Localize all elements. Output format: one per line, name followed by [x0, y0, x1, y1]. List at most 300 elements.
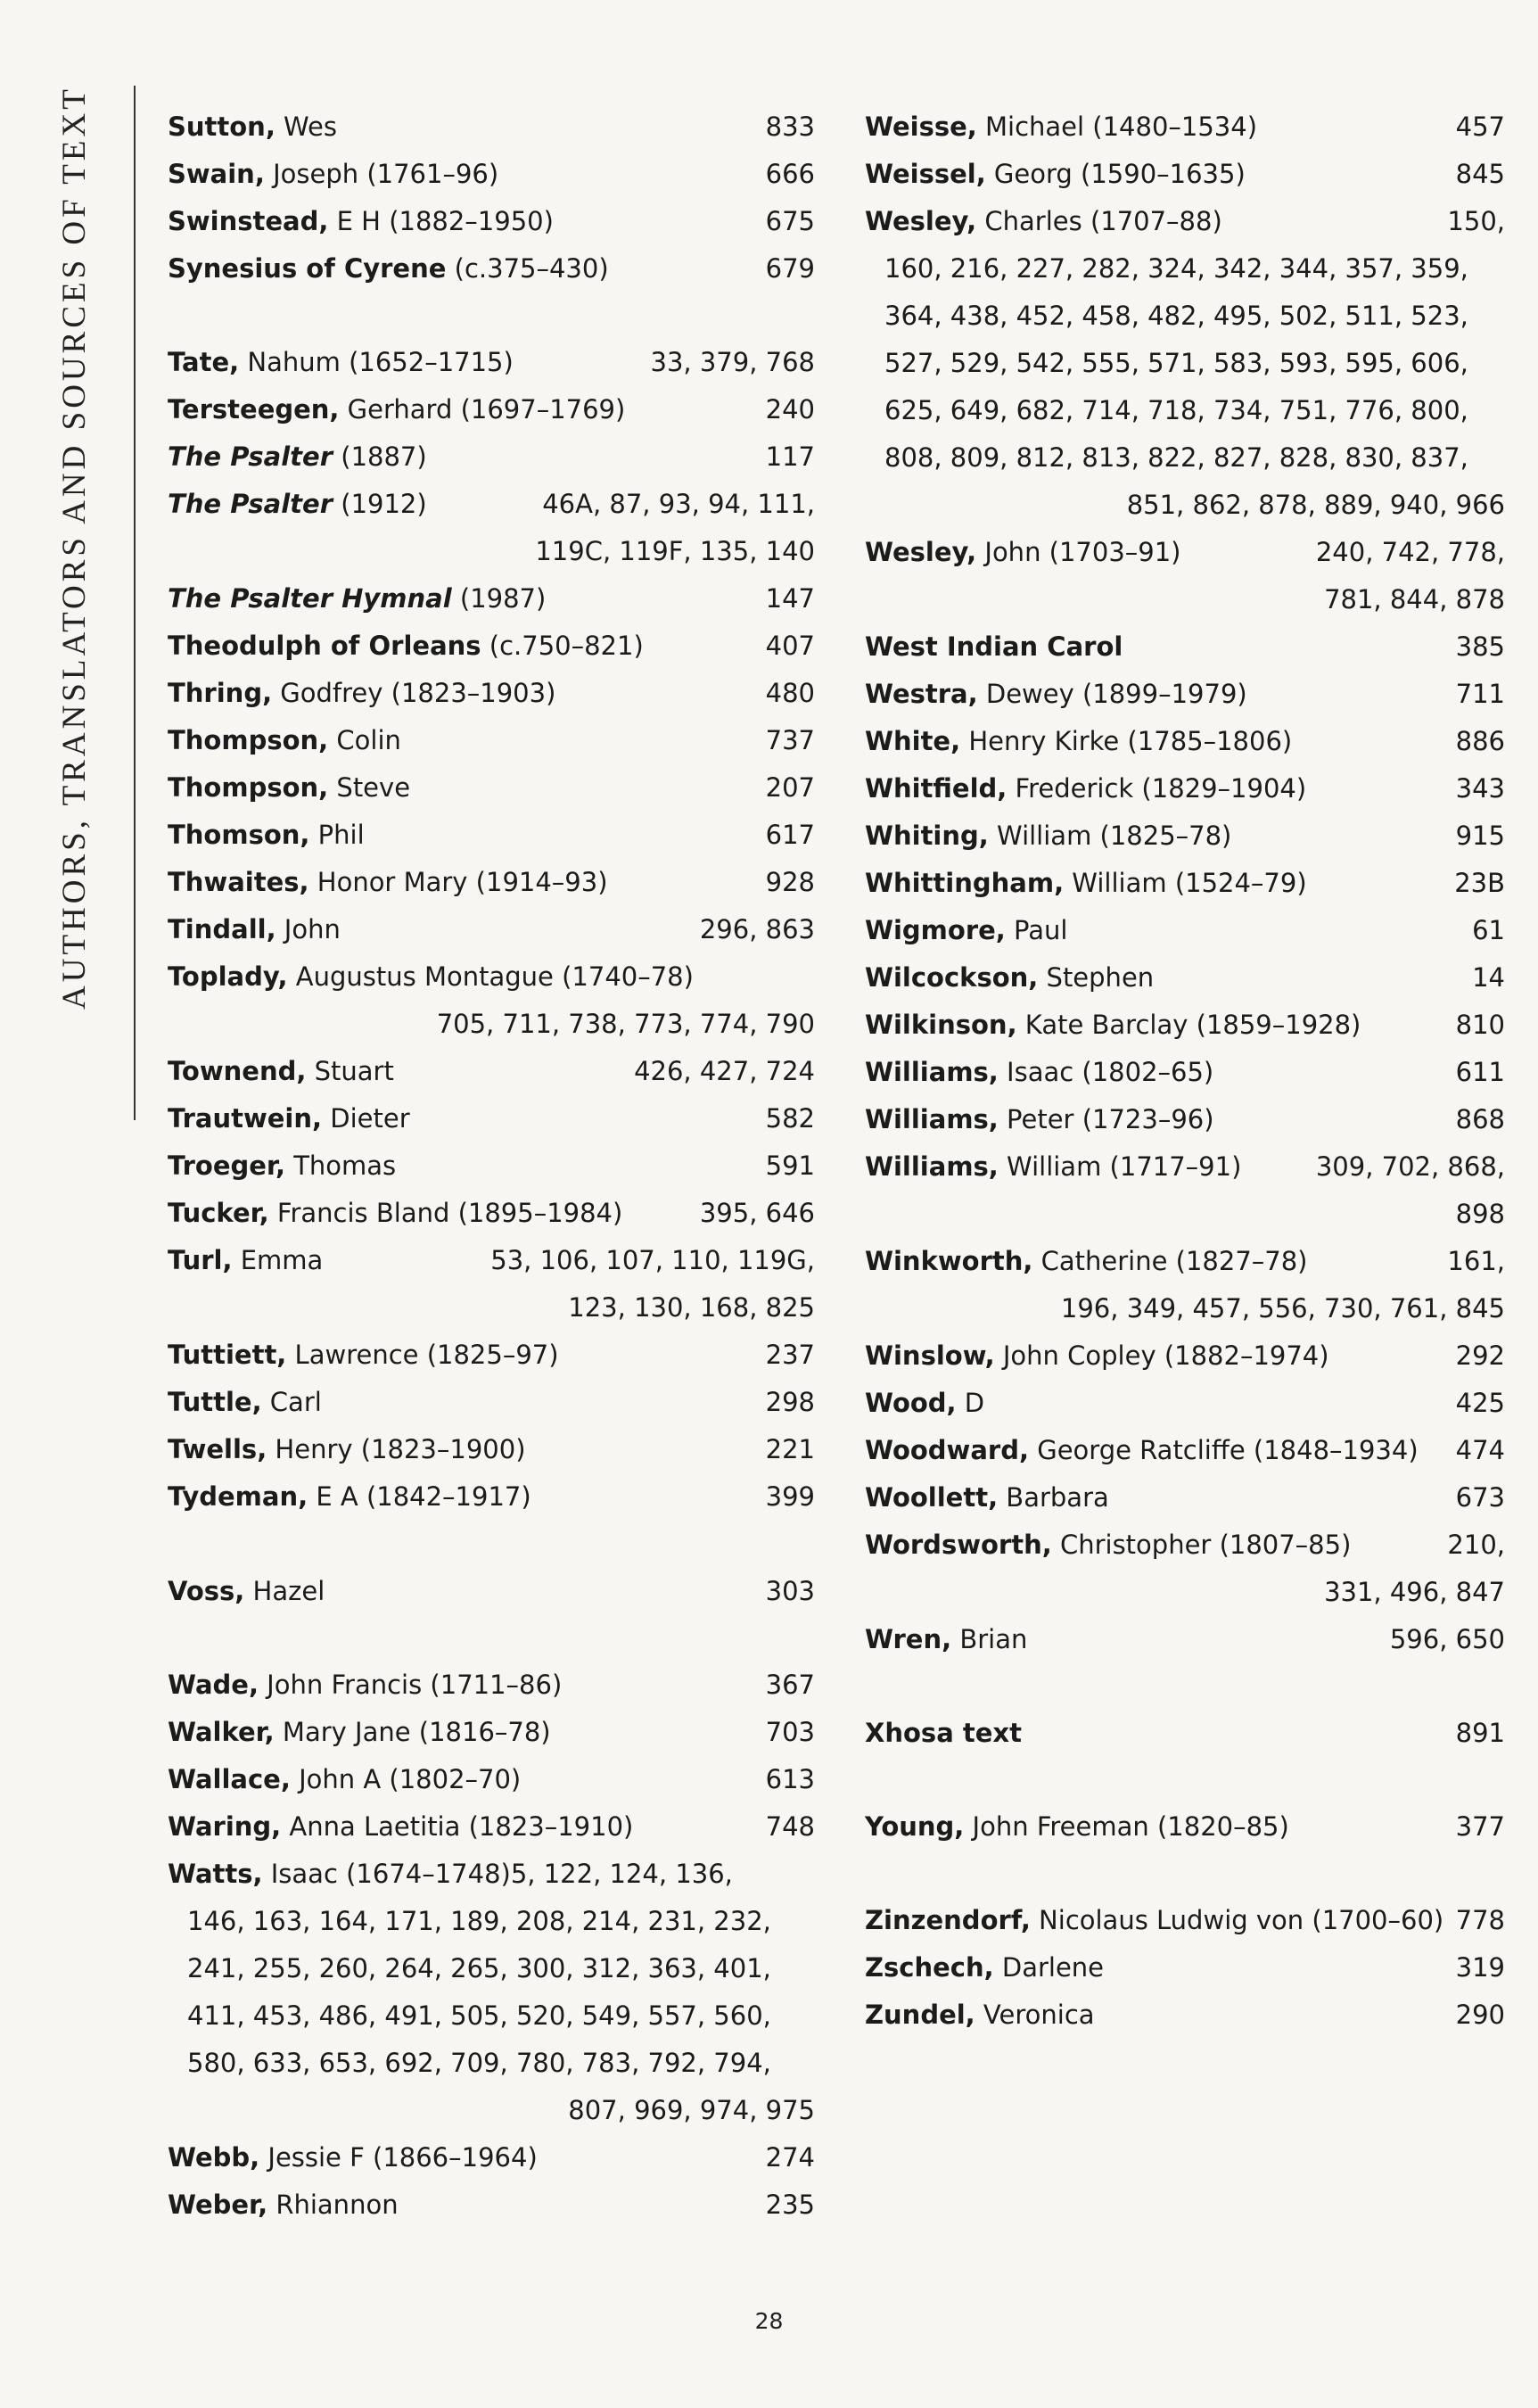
entry-author-name: Townend, — [168, 1056, 307, 1086]
entry-author-name: Wordsworth, — [865, 1530, 1052, 1560]
index-entry — [865, 529, 1505, 623]
index-entry — [168, 670, 815, 717]
entry-details: John Copley (1882–1974) — [994, 1340, 1329, 1371]
entry-author-name: Weisse, — [865, 111, 977, 142]
index-entry — [168, 1568, 815, 1615]
entry-author-name: Waring, — [168, 1811, 282, 1842]
index-entry — [168, 2134, 815, 2181]
entry-page-refs: 737 — [765, 725, 815, 755]
entry-page-refs-continued: 119C, 119F, 135, 140 — [535, 536, 815, 566]
entry-details: Dieter — [322, 1103, 410, 1134]
entry-details: Gerhard (1697–1769) — [339, 394, 626, 425]
entry-page-refs-continued: 807, 969, 974, 975 — [568, 2095, 815, 2125]
entry-heading — [865, 103, 1505, 151]
entry-author-name: Tydeman, — [168, 1481, 308, 1512]
entry-heading — [168, 575, 815, 623]
entry-author-name: The Psalter — [168, 441, 333, 472]
entry-details: Jessie F (1866–1964) — [259, 2142, 538, 2173]
index-entry — [865, 1803, 1505, 1851]
entry-spacer — [865, 1757, 1505, 1803]
entry-page-refs: 303 — [765, 1576, 815, 1606]
index-entry — [168, 1379, 815, 1426]
entry-heading — [168, 151, 815, 198]
entry-details: Nicolaus Ludwig von (1700–60) — [1030, 1905, 1444, 1935]
entry-page-refs: 207 — [765, 772, 815, 803]
index-entry — [865, 1049, 1505, 1096]
index-entry — [168, 103, 815, 151]
entry-details: Steve — [328, 772, 411, 803]
entry-page-refs: 23B — [1454, 868, 1505, 898]
entry-page-refs: 161, — [1447, 1246, 1505, 1276]
entry-heading — [168, 1379, 815, 1426]
entry-page-refs: 46A, 87, 93, 94, 111, — [542, 489, 815, 519]
entry-author-name: White, — [865, 726, 961, 756]
entry-details: Colin — [328, 725, 401, 755]
entry-details: Charles (1707–88) — [976, 206, 1222, 236]
entry-page-refs: 33, 379, 768 — [650, 347, 815, 377]
entry-page-refs-continued: 160, 216, 227, 282, 324, 342, 344, 357, 359, 364, 438, 452, 458, 482, 495, 502, 511, 523, 527, 529, 542, 555, 571, 583, 593, 595, 606, 625, 649, 682, 714, 718, 734, 751, 776, 800, 808, 809, 812, 813, 822, 827, 828, 830, 837, — [884, 253, 1468, 473]
index-entry — [168, 1473, 815, 1521]
entry-page-refs-continued: 196, 349, 457, 556, 730, 761, 845 — [1060, 1293, 1505, 1324]
entry-heading — [865, 623, 1505, 671]
entry-heading — [168, 953, 815, 1001]
entry-details: E H (1882–1950) — [328, 206, 554, 236]
entry-details: Georg (1590–1635) — [985, 159, 1246, 189]
index-column-right — [865, 103, 1505, 2039]
entry-page-refs: 296, 863 — [699, 914, 815, 944]
entry-author-name: Williams, — [865, 1151, 999, 1182]
entry-page-refs: 928 — [765, 867, 815, 897]
entry-author-name: Twells, — [168, 1434, 267, 1464]
entry-page-refs: 778 — [1455, 1905, 1505, 1935]
entry-spacer — [168, 1615, 815, 1662]
entry-author-name: The Psalter — [168, 489, 333, 519]
index-entry — [865, 1474, 1505, 1521]
entry-heading — [168, 1756, 815, 1803]
entry-author-name: Williams, — [865, 1104, 999, 1134]
index-column-left — [168, 103, 815, 2229]
index-entry — [168, 1709, 815, 1756]
entry-details: Stephen — [1038, 962, 1155, 993]
entry-heading — [865, 1332, 1505, 1380]
entry-heading — [168, 623, 815, 670]
section-divider — [134, 86, 136, 1120]
entry-heading — [168, 198, 815, 245]
entry-author-name: Walker, — [168, 1717, 275, 1747]
index-entry — [865, 1521, 1505, 1616]
entry-page-refs: 319 — [1455, 1952, 1505, 1983]
entry-heading — [865, 1992, 1505, 2039]
entry-page-refs: 385 — [1455, 631, 1505, 662]
index-entry — [865, 1427, 1505, 1474]
section-title: AUTHORS, TRANSLATORS AND SOURCES OF TEXT — [56, 86, 93, 1010]
entry-details: (1987) — [451, 583, 547, 614]
entry-page-refs: 395, 646 — [699, 1198, 815, 1228]
entry-page-refs: 426, 427, 724 — [634, 1056, 815, 1086]
entry-heading — [865, 1474, 1505, 1521]
entry-details: Lawrence (1825–97) — [286, 1340, 559, 1370]
entry-details: Hazel — [244, 1576, 325, 1606]
entry-author-name: Wade, — [168, 1670, 259, 1700]
entry-author-name: Webb, — [168, 2142, 260, 2173]
entry-page-refs: 457 — [1455, 111, 1505, 142]
entry-page-refs: 53, 106, 107, 110, 119G, — [490, 1245, 815, 1275]
entry-page-refs: 221 — [765, 1434, 815, 1464]
entry-page-refs: 833 — [765, 111, 815, 142]
entry-page-refs: 309, 702, 868, — [1315, 1151, 1505, 1182]
index-entry — [865, 1616, 1505, 1663]
entry-heading — [865, 954, 1505, 1002]
entry-heading — [865, 1427, 1505, 1474]
entry-heading — [168, 1709, 815, 1756]
entry-heading — [168, 1473, 815, 1521]
entry-author-name: Whittingham, — [865, 868, 1065, 898]
entry-page-refs: 675 — [765, 206, 815, 236]
entry-details: Dewey (1899–1979) — [977, 679, 1247, 709]
index-entry — [168, 859, 815, 906]
entry-page-refs-continued: 331, 496, 847 — [1324, 1577, 1505, 1607]
index-entry — [865, 1238, 1505, 1332]
entry-details: Barbara — [998, 1482, 1109, 1513]
entry-details: Anna Laetitia (1823–1910) — [281, 1811, 634, 1842]
entry-page-refs: 117 — [765, 441, 815, 472]
entry-page-refs: 703 — [765, 1717, 815, 1747]
entry-heading — [865, 1710, 1505, 1757]
index-entry — [865, 151, 1505, 198]
index-entry — [865, 623, 1505, 671]
entry-heading — [168, 859, 815, 906]
entry-page-refs: 298 — [765, 1387, 815, 1417]
index-entry — [865, 1096, 1505, 1143]
entry-author-name: Tuttle, — [168, 1387, 262, 1417]
entry-heading — [168, 1426, 815, 1473]
entry-page-refs: 237 — [765, 1340, 815, 1370]
index-entry — [865, 765, 1505, 812]
entry-page-refs: 845 — [1455, 159, 1505, 189]
index-entry — [168, 1851, 815, 2134]
entry-heading — [865, 765, 1505, 812]
entry-details: Kate Barclay (1859–1928) — [1016, 1010, 1361, 1040]
entry-details: William (1825–78) — [988, 821, 1232, 851]
entry-heading — [168, 1095, 815, 1142]
entry-heading — [168, 1142, 815, 1190]
entry-author-name: Thring, — [168, 678, 273, 708]
entry-details: John (1703–91) — [976, 537, 1181, 567]
entry-author-name: Wilkinson, — [865, 1010, 1017, 1040]
index-entry — [168, 1237, 815, 1332]
entry-page-refs: 61 — [1472, 915, 1505, 945]
entry-page-refs-continued: 851, 862, 878, 889, 940, 966 — [1126, 490, 1505, 520]
entry-spacer — [168, 1521, 815, 1568]
entry-author-name: Zschech, — [865, 1952, 994, 1983]
entry-page-refs: 425 — [1455, 1388, 1505, 1418]
entry-author-name: Theodulph of Orleans — [168, 631, 481, 661]
entry-heading — [865, 1803, 1505, 1851]
entry-page-refs: 611 — [1455, 1057, 1505, 1087]
index-entry — [168, 1803, 815, 1851]
entry-page-refs: 617 — [765, 820, 815, 850]
entry-details: Henry (1823–1900) — [267, 1434, 526, 1464]
entry-author-name: Weissel, — [865, 159, 986, 189]
index-entry — [865, 1944, 1505, 1992]
index-entry — [865, 718, 1505, 765]
entry-author-name: Sutton, — [168, 111, 276, 142]
entry-page-refs: 613 — [765, 1764, 815, 1794]
index-entry — [168, 1756, 815, 1803]
entry-heading — [168, 1568, 815, 1615]
entry-heading — [168, 1332, 815, 1379]
entry-author-name: Tuttiett, — [168, 1340, 287, 1370]
entry-details: Thomas — [284, 1150, 397, 1181]
entry-details: William (1524–79) — [1064, 868, 1307, 898]
entry-heading — [865, 151, 1505, 198]
index-entry — [168, 481, 815, 575]
entry-details: D — [956, 1388, 985, 1418]
entry-author-name: Wesley, — [865, 206, 977, 236]
entry-page-refs: 377 — [1455, 1811, 1505, 1842]
entry-heading — [168, 103, 815, 151]
entry-details: Francis Bland (1895–1984) — [268, 1198, 623, 1228]
entry-page-refs: 748 — [765, 1811, 815, 1842]
entry-heading — [168, 670, 815, 717]
entry-details: (c.375–430) — [446, 253, 609, 284]
index-entry — [168, 1662, 815, 1709]
entry-page-refs: 150, — [1447, 206, 1505, 236]
index-entry — [168, 245, 815, 293]
entry-heading — [168, 2181, 815, 2229]
index-entry — [865, 954, 1505, 1002]
entry-details: E A (1842–1917) — [308, 1481, 531, 1512]
entry-heading — [865, 860, 1505, 907]
entry-heading — [168, 812, 815, 859]
entry-author-name: Xhosa text — [865, 1718, 1022, 1748]
entry-details: John — [276, 914, 341, 944]
entry-author-name: Zundel, — [865, 2000, 975, 2030]
entry-details: Phil — [309, 820, 365, 850]
entry-author-name: Thompson, — [168, 725, 329, 755]
entry-heading — [168, 433, 815, 481]
entry-heading — [865, 1380, 1505, 1427]
entry-heading — [168, 2134, 815, 2181]
entry-page-refs: 343 — [1455, 773, 1505, 804]
entry-heading — [865, 718, 1505, 765]
entry-page-refs: 407 — [765, 631, 815, 661]
entry-heading — [168, 1851, 815, 1898]
entry-author-name: Tate, — [168, 347, 240, 377]
index-entry — [865, 812, 1505, 860]
entry-page-refs: 480 — [765, 678, 815, 708]
entry-heading — [168, 386, 815, 433]
entry-details: Wes — [275, 111, 337, 142]
entry-author-name: Williams, — [865, 1057, 999, 1087]
entry-author-name: Woodward, — [865, 1435, 1029, 1465]
index-entry — [168, 717, 815, 764]
entry-author-name: Watts, — [168, 1859, 263, 1889]
entry-page-refs: 591 — [765, 1150, 815, 1181]
entry-heading — [168, 1803, 815, 1851]
entry-details: George Ratcliffe (1848–1934) — [1029, 1435, 1419, 1465]
entry-page-refs: 235 — [765, 2189, 815, 2220]
entry-page-refs: 582 — [765, 1103, 815, 1134]
entry-heading — [865, 671, 1505, 718]
entry-heading — [865, 1521, 1505, 1569]
entry-details: Catherine (1827–78) — [1032, 1246, 1308, 1276]
entry-page-refs: 210, — [1447, 1530, 1505, 1560]
index-entry — [168, 198, 815, 245]
entry-page-refs: 886 — [1455, 726, 1505, 756]
entry-page-refs: 673 — [1455, 1482, 1505, 1513]
entry-page-refs: 147 — [765, 583, 815, 614]
entry-author-name: Wesley, — [865, 537, 977, 567]
entry-details: Michael (1480–1534) — [976, 111, 1258, 142]
entry-heading — [865, 812, 1505, 860]
index-entry — [168, 575, 815, 623]
index-entry — [865, 671, 1505, 718]
entry-details: Emma — [232, 1245, 324, 1275]
entry-author-name: Thomson, — [168, 820, 310, 850]
index-entry — [865, 1332, 1505, 1380]
index-entry — [168, 906, 815, 953]
entry-author-name: Troeger, — [168, 1150, 285, 1181]
entry-page-refs-continued: 123, 130, 168, 825 — [568, 1292, 815, 1323]
entry-page-refs: 868 — [1455, 1104, 1505, 1134]
entry-heading — [168, 245, 815, 293]
index-entry — [168, 1426, 815, 1473]
entry-details: (1887) — [333, 441, 427, 472]
entry-details: William (1717–91) — [998, 1151, 1242, 1182]
entry-author-name: Wren, — [865, 1624, 952, 1654]
entry-author-name: Toplady, — [168, 961, 288, 992]
index-entry — [865, 1380, 1505, 1427]
entry-details: Isaac (1802–65) — [998, 1057, 1214, 1087]
entry-details: Paul — [1005, 915, 1068, 945]
entry-author-name: Thompson, — [168, 772, 329, 803]
index-entry — [168, 623, 815, 670]
entry-details: Rhiannon — [267, 2189, 399, 2220]
entry-author-name: Tersteegen, — [168, 394, 340, 425]
entry-heading — [865, 907, 1505, 954]
entry-page-refs: 399 — [765, 1481, 815, 1512]
entry-page-refs: 474 — [1455, 1435, 1505, 1465]
entry-heading — [865, 1096, 1505, 1143]
entry-details: John Freeman (1820–85) — [964, 1811, 1289, 1842]
entry-author-name: The Psalter Hymnal — [168, 583, 452, 614]
entry-page-refs: 14 — [1472, 962, 1505, 993]
entry-author-name: Synesius of Cyrene — [168, 253, 447, 284]
index-entry — [168, 1142, 815, 1190]
entry-page-refs-continued: 898 — [1455, 1199, 1505, 1229]
entry-details: Augustus Montague (1740–78) — [287, 961, 694, 992]
index-entry — [865, 860, 1505, 907]
entry-author-name: Tindall, — [168, 914, 276, 944]
index-entry — [168, 1095, 815, 1142]
entry-details: (c.750–821) — [481, 631, 644, 661]
entry-details: Honor Mary (1914–93) — [308, 867, 608, 897]
entry-details: Henry Kirke (1785–1806) — [960, 726, 1293, 756]
entry-page-refs-continued: 781, 844, 878 — [1324, 584, 1505, 614]
index-entry — [865, 1002, 1505, 1049]
entry-details: Isaac (1674–1748)5, 122, 124, 136, — [262, 1859, 733, 1889]
index-entry — [865, 1992, 1505, 2039]
entry-details: Frederick (1829–1904) — [1007, 773, 1307, 804]
entry-details: John Francis (1711–86) — [258, 1670, 563, 1700]
entry-heading — [865, 1002, 1505, 1049]
entry-author-name: Swain, — [168, 159, 265, 189]
entry-page-refs-continued: 146, 163, 164, 171, 189, 208, 214, 231, 232, 241, 255, 260, 264, 265, 300, 312, 363, 401, 411, 453, 486, 491, 505, 520, 549, 557, 560, 580, 633, 653, 692, 709, 780, 783, 792, 794, — [187, 1906, 771, 2078]
index-entry — [168, 386, 815, 433]
entry-author-name: Swinstead, — [168, 206, 329, 236]
entry-page-refs: 891 — [1455, 1718, 1505, 1748]
entry-details: John A (1802–70) — [290, 1764, 522, 1794]
entry-author-name: Westra, — [865, 679, 978, 709]
entry-details: Godfrey (1823–1903) — [272, 678, 556, 708]
index-entry — [865, 907, 1505, 954]
entry-page-refs: 240 — [765, 394, 815, 425]
page-number: 28 — [754, 2308, 784, 2334]
entry-author-name: Woollett, — [865, 1482, 999, 1513]
entry-author-name: Thwaites, — [168, 867, 309, 897]
index-entry — [865, 1897, 1505, 1944]
entry-heading — [865, 198, 1505, 245]
index-entry — [168, 1332, 815, 1379]
entry-page-refs: 711 — [1455, 679, 1505, 709]
index-entry — [168, 812, 815, 859]
entry-details: Stuart — [306, 1056, 394, 1086]
entry-details: Carl — [261, 1387, 322, 1417]
entry-details: Veronica — [975, 2000, 1095, 2030]
entry-heading — [865, 1944, 1505, 1992]
entry-details: Mary Jane (1816–78) — [274, 1717, 551, 1747]
entry-details: Darlene — [993, 1952, 1105, 1983]
entry-page-refs: 596, 650 — [1389, 1624, 1505, 1654]
entry-details: Christopher (1807–85) — [1051, 1530, 1352, 1560]
index-entry — [168, 1190, 815, 1237]
index-entry — [168, 151, 815, 198]
entry-details: Peter (1723–96) — [998, 1104, 1214, 1134]
entry-author-name: Whiting, — [865, 821, 989, 851]
entry-author-name: Trautwein, — [168, 1103, 323, 1134]
index-entry — [168, 953, 815, 1048]
entry-page-refs: 367 — [765, 1670, 815, 1700]
entry-page-refs: 915 — [1455, 821, 1505, 851]
index-entry — [865, 103, 1505, 151]
entry-page-refs: 679 — [765, 253, 815, 284]
entry-page-refs: 274 — [765, 2142, 815, 2173]
index-entry — [168, 433, 815, 481]
entry-author-name: Young, — [865, 1811, 965, 1842]
index-entry — [168, 1048, 815, 1095]
entry-author-name: Winkworth, — [865, 1246, 1033, 1276]
entry-heading — [865, 1238, 1505, 1285]
entry-page-refs: 240, 742, 778, — [1315, 537, 1505, 567]
entry-author-name: West Indian Carol — [865, 631, 1123, 662]
entry-heading — [168, 764, 815, 812]
entry-heading — [168, 1662, 815, 1709]
entry-author-name: Tucker, — [168, 1198, 269, 1228]
entry-page-refs: 290 — [1455, 2000, 1505, 2030]
entry-heading — [865, 1049, 1505, 1096]
entry-author-name: Voss, — [168, 1576, 245, 1606]
entry-author-name: Zinzendorf, — [865, 1905, 1031, 1935]
index-entry — [168, 764, 815, 812]
entry-author-name: Turl, — [168, 1245, 233, 1275]
entry-author-name: Winslow, — [865, 1340, 995, 1371]
entry-details: Nahum (1652–1715) — [239, 347, 514, 377]
entry-spacer — [865, 1851, 1505, 1897]
index-entry — [168, 2181, 815, 2229]
index-entry — [865, 1143, 1505, 1238]
index-entry — [168, 339, 815, 386]
